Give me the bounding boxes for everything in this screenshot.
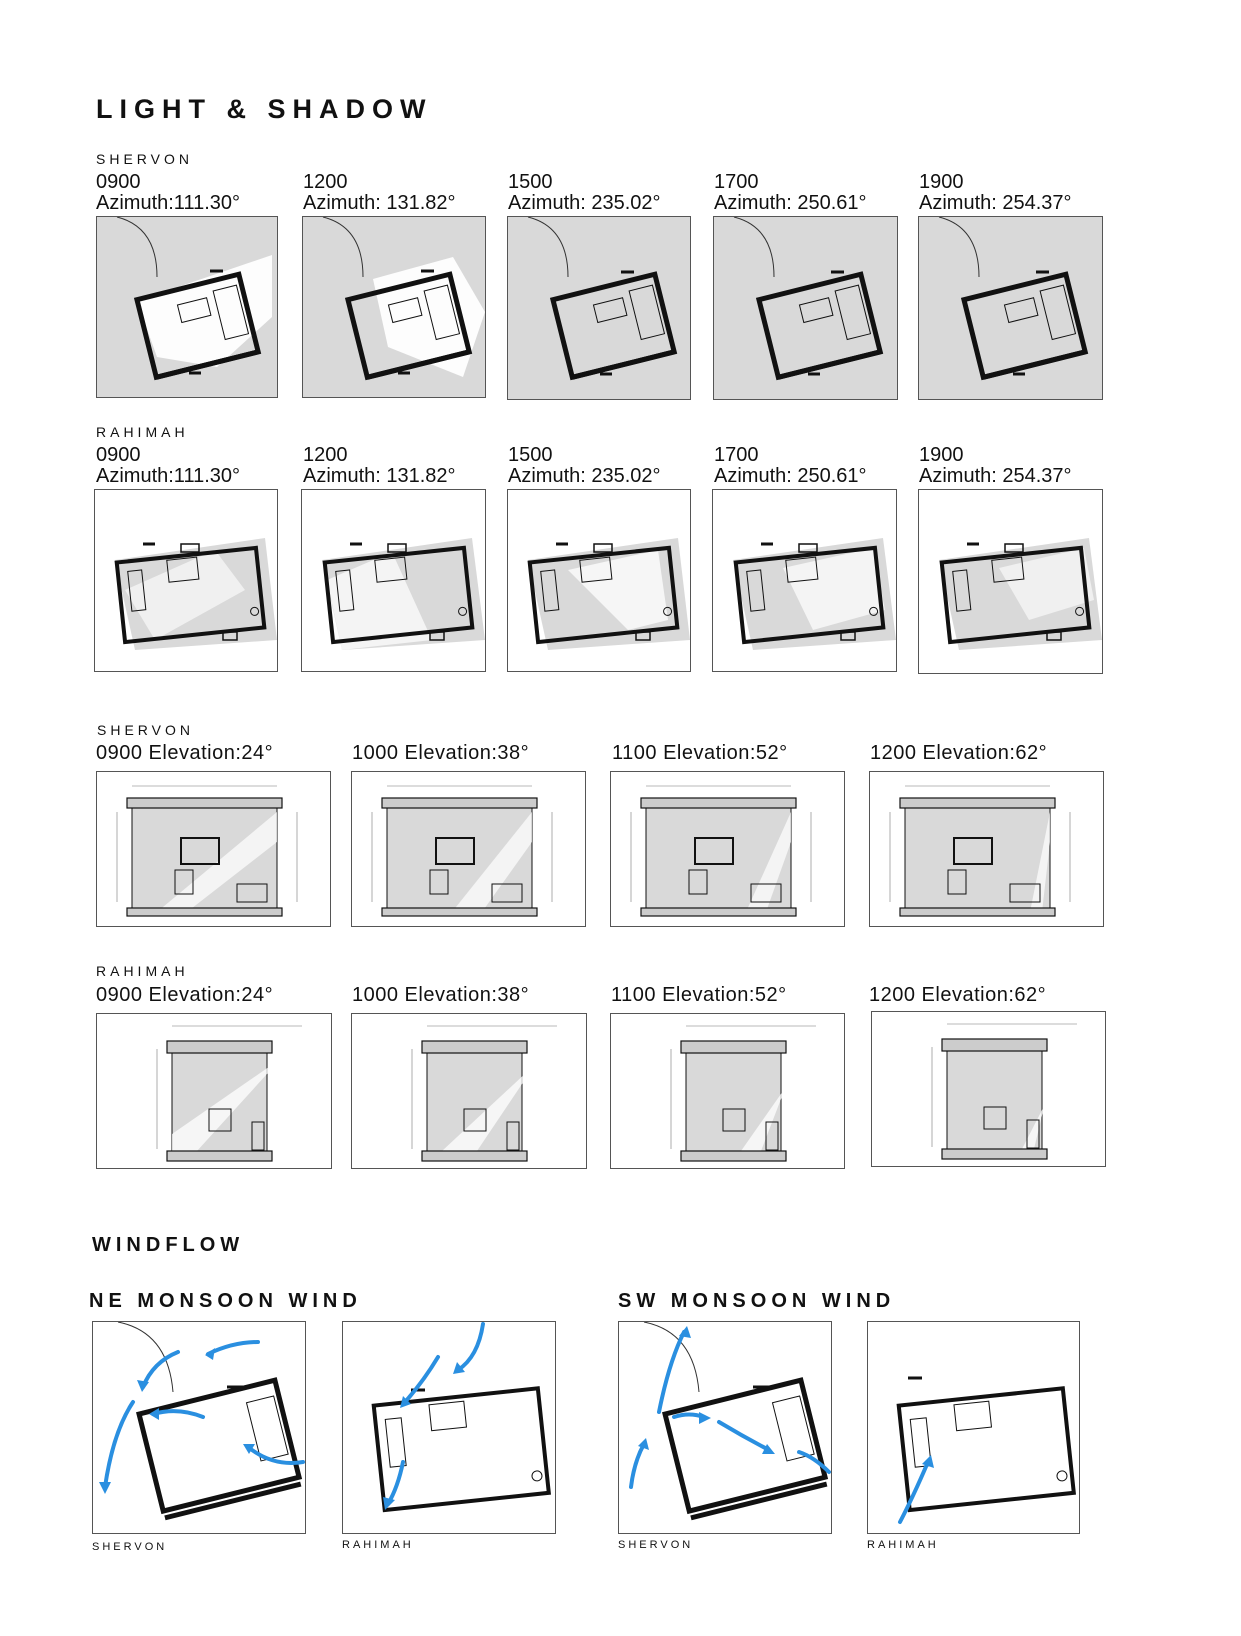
shervon-plan-1200 [302, 216, 486, 398]
plan-caption: 1700 Azimuth: 250.61° [714, 171, 867, 214]
section-title-light-shadow: LIGHT & SHADOW [96, 94, 433, 124]
elevation-caption: 1200 Elevation:62° [869, 984, 1047, 1006]
rahimah-elevation-1000 [351, 1013, 587, 1169]
rahimah-elevation-0900 [96, 1013, 332, 1169]
plan-caption: 1900 Azimuth: 254.37° [919, 171, 1072, 214]
wind-label-rahimah-ne: RAHIMAH [342, 1539, 414, 1551]
elevation-caption: 1100 Elevation:52° [611, 984, 787, 1006]
elevation-caption: 1100 Elevation:52° [612, 742, 788, 764]
rahimah-plan-1700 [712, 489, 897, 672]
shervon-plan-0900 [96, 216, 278, 398]
plan-caption: 1500 Azimuth: 235.02° [508, 444, 661, 487]
group-label-rahimah-plan: RAHIMAH [96, 424, 189, 440]
plan-caption: 0900 Azimuth:111.30° [96, 171, 241, 214]
rahimah-elevation-1100 [610, 1013, 845, 1169]
wind-ne-rahimah [342, 1321, 556, 1534]
plan-caption: 1700 Azimuth: 250.61° [714, 444, 867, 487]
elevation-caption: 1200 Elevation:62° [870, 742, 1048, 764]
elevation-caption: 0900 Elevation:24° [96, 742, 274, 764]
plan-caption: 1200 Azimuth: 131.82° [303, 444, 456, 487]
shervon-elevation-0900 [96, 771, 331, 927]
sw-monsoon-title: SW MONSOON WIND [618, 1290, 896, 1312]
wind-label-shervon-ne: SHERVON [92, 1541, 168, 1553]
ne-monsoon-title: NE MONSOON WIND [89, 1290, 362, 1312]
rahimah-plan-1900 [918, 489, 1103, 674]
group-label-shervon-plan: SHERVON [96, 151, 193, 167]
rahimah-plan-0900 [94, 489, 278, 672]
shervon-elevation-1000 [351, 771, 586, 927]
group-label-rahimah-elevation: RAHIMAH [96, 963, 189, 979]
rahimah-elevation-1200 [871, 1011, 1106, 1167]
plan-caption: 0900 Azimuth:111.30° [96, 444, 241, 487]
wind-ne-shervon [92, 1321, 306, 1534]
wind-label-rahimah-sw: RAHIMAH [867, 1539, 939, 1551]
shervon-elevation-1200 [869, 771, 1104, 927]
wind-sw-shervon [618, 1321, 832, 1534]
shervon-plan-1700 [713, 216, 898, 400]
shervon-elevation-1100 [610, 771, 845, 927]
shervon-plan-1500 [507, 216, 691, 400]
elevation-caption: 0900 Elevation:24° [96, 984, 274, 1006]
elevation-caption: 1000 Elevation:38° [352, 984, 530, 1006]
rahimah-plan-1500 [507, 489, 691, 672]
wind-label-shervon-sw: SHERVON [618, 1539, 694, 1551]
section-title-windflow: WINDFLOW [92, 1234, 245, 1256]
plan-caption: 1200 Azimuth: 131.82° [303, 171, 456, 214]
plan-caption: 1500 Azimuth: 235.02° [508, 171, 661, 214]
shervon-plan-1900 [918, 216, 1103, 400]
wind-sw-rahimah [867, 1321, 1080, 1534]
elevation-caption: 1000 Elevation:38° [352, 742, 530, 764]
plan-caption: 1900 Azimuth: 254.37° [919, 444, 1072, 487]
group-label-shervon-elevation: SHERVON [97, 722, 194, 738]
rahimah-plan-1200 [301, 489, 486, 672]
